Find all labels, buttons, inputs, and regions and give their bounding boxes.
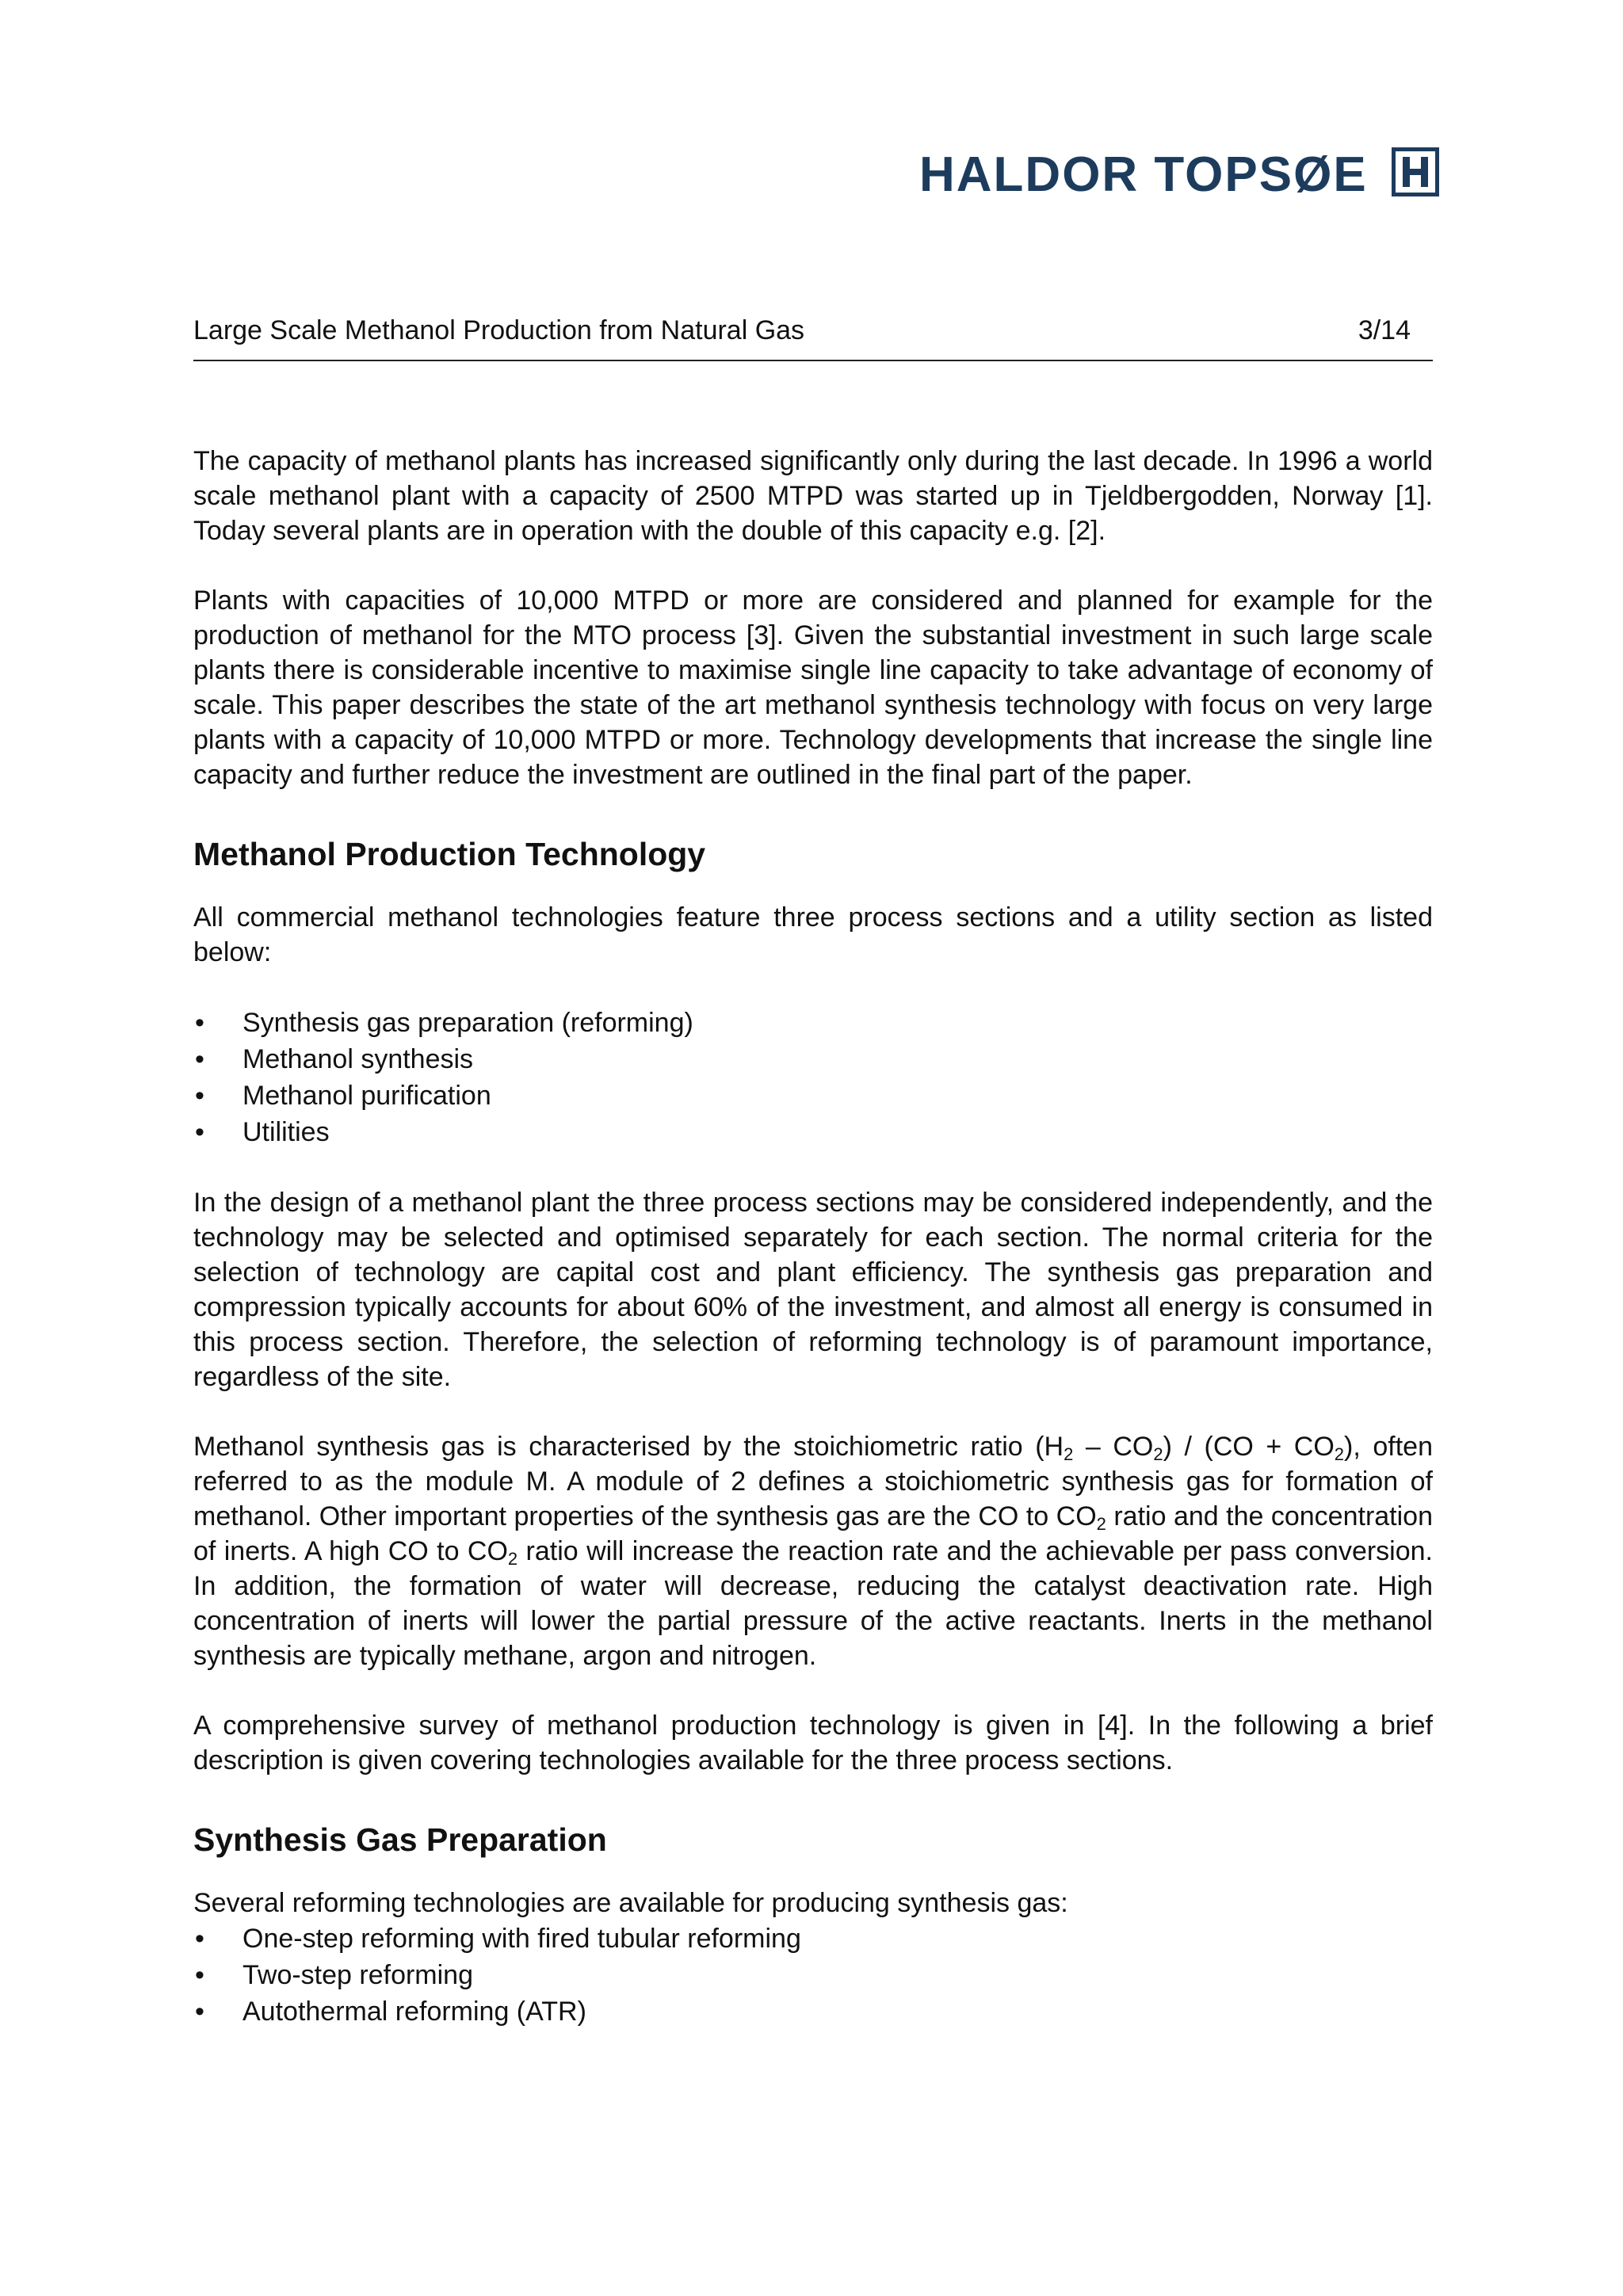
list-item: • Two-step reforming bbox=[193, 1957, 1433, 1993]
running-header bbox=[193, 314, 1433, 361]
paragraph: The capacity of methanol plants has increased significantly only during the last decade. In 1996 a world scale methanol plant with a capacity of 2500 MTPD was started up in Tjeldbergodden, Norway [1]. Today several plants are in operation with the double of this capacity e.g. [2]. bbox=[193, 446, 1433, 546]
logo-h-icon bbox=[1392, 147, 1439, 196]
company-logo bbox=[919, 146, 1439, 204]
paragraph: Several reforming technologies are available for producing synthesis gas: bbox=[193, 1888, 1068, 1918]
document-body bbox=[193, 444, 1433, 2030]
list-item: • One-step reforming with fired tubular reforming bbox=[193, 1920, 1433, 1957]
list-item: • Utilities bbox=[193, 1114, 1433, 1150]
paragraph: All commercial methanol technologies feature three process sections and a utility section as listed below: bbox=[193, 902, 1433, 967]
bullet-list bbox=[193, 1005, 1433, 1150]
list-item: • Autothermal reforming (ATR) bbox=[193, 1993, 1433, 2030]
document-title: Large Scale Methanol Production from Natural Gas bbox=[193, 315, 805, 345]
bullet-list bbox=[193, 1920, 1433, 2030]
section-heading: Methanol Production Technology bbox=[193, 836, 706, 872]
list-item: • Synthesis gas preparation (reforming) bbox=[193, 1005, 1433, 1041]
paragraph: Plants with capacities of 10,000 MTPD or more are considered and planned for example for the production of methanol for the MTO process [3]. Given the substantial investment in such large scale plants there is considerable incentive to maximise single line capacity to take advantage of economy of scale. This paper describes the state of the art methanol synthesis technology with focus on very large plants with a capacity of 10,000 MTPD or more. Technology developments that increase the single line capacity and further reduce the investment are outlined in the final part of the paper. bbox=[193, 585, 1433, 790]
paragraph: Methanol synthesis gas is characterised by the stoichiometric ratio $(H_2 - CO_2) / (CO + CO_2)$, often referred to as the module M. A module of 2 defines a stoichiometric synthesis gas for formation of methanol. Other important properties of the synthesis gas are the CO to $CO_2$ ratio and the concentration of inerts. A high CO to $CO_2$ ratio will increase the reaction rate and the achievable per pass conversion. In addition, the formation of water will decrease, reducing the catalyst deactivation rate. High concentration of inerts will lower the partial pressure of the active reactants. Inerts in the methanol synthesis are typically methane, argon and nitrogen. bbox=[193, 1432, 1433, 1671]
list-item: • Methanol synthesis bbox=[193, 1041, 1433, 1077]
list-item: • Methanol purification bbox=[193, 1077, 1433, 1114]
page-number: 3/14 bbox=[1358, 315, 1411, 345]
paragraph: In the design of a methanol plant the three process sections may be considered independently, and the technology may be selected and optimised separately for each section. The normal criteria for the selection of technology are capital cost and plant efficiency. The synthesis gas preparation and compression typically accounts for about 60% of the investment, and almost all energy is consumed in this process section. Therefore, the selection of reforming technology is of paramount importance, regardless of the site. bbox=[193, 1188, 1433, 1392]
paragraph: A comprehensive survey of methanol production technology is given in [4]. In the following a brief description is given covering technologies available for the three process sections. bbox=[193, 1711, 1433, 1775]
logo-text: HALDOR TOPSØE bbox=[919, 147, 1368, 202]
section-heading: Synthesis Gas Preparation bbox=[193, 1821, 607, 1858]
